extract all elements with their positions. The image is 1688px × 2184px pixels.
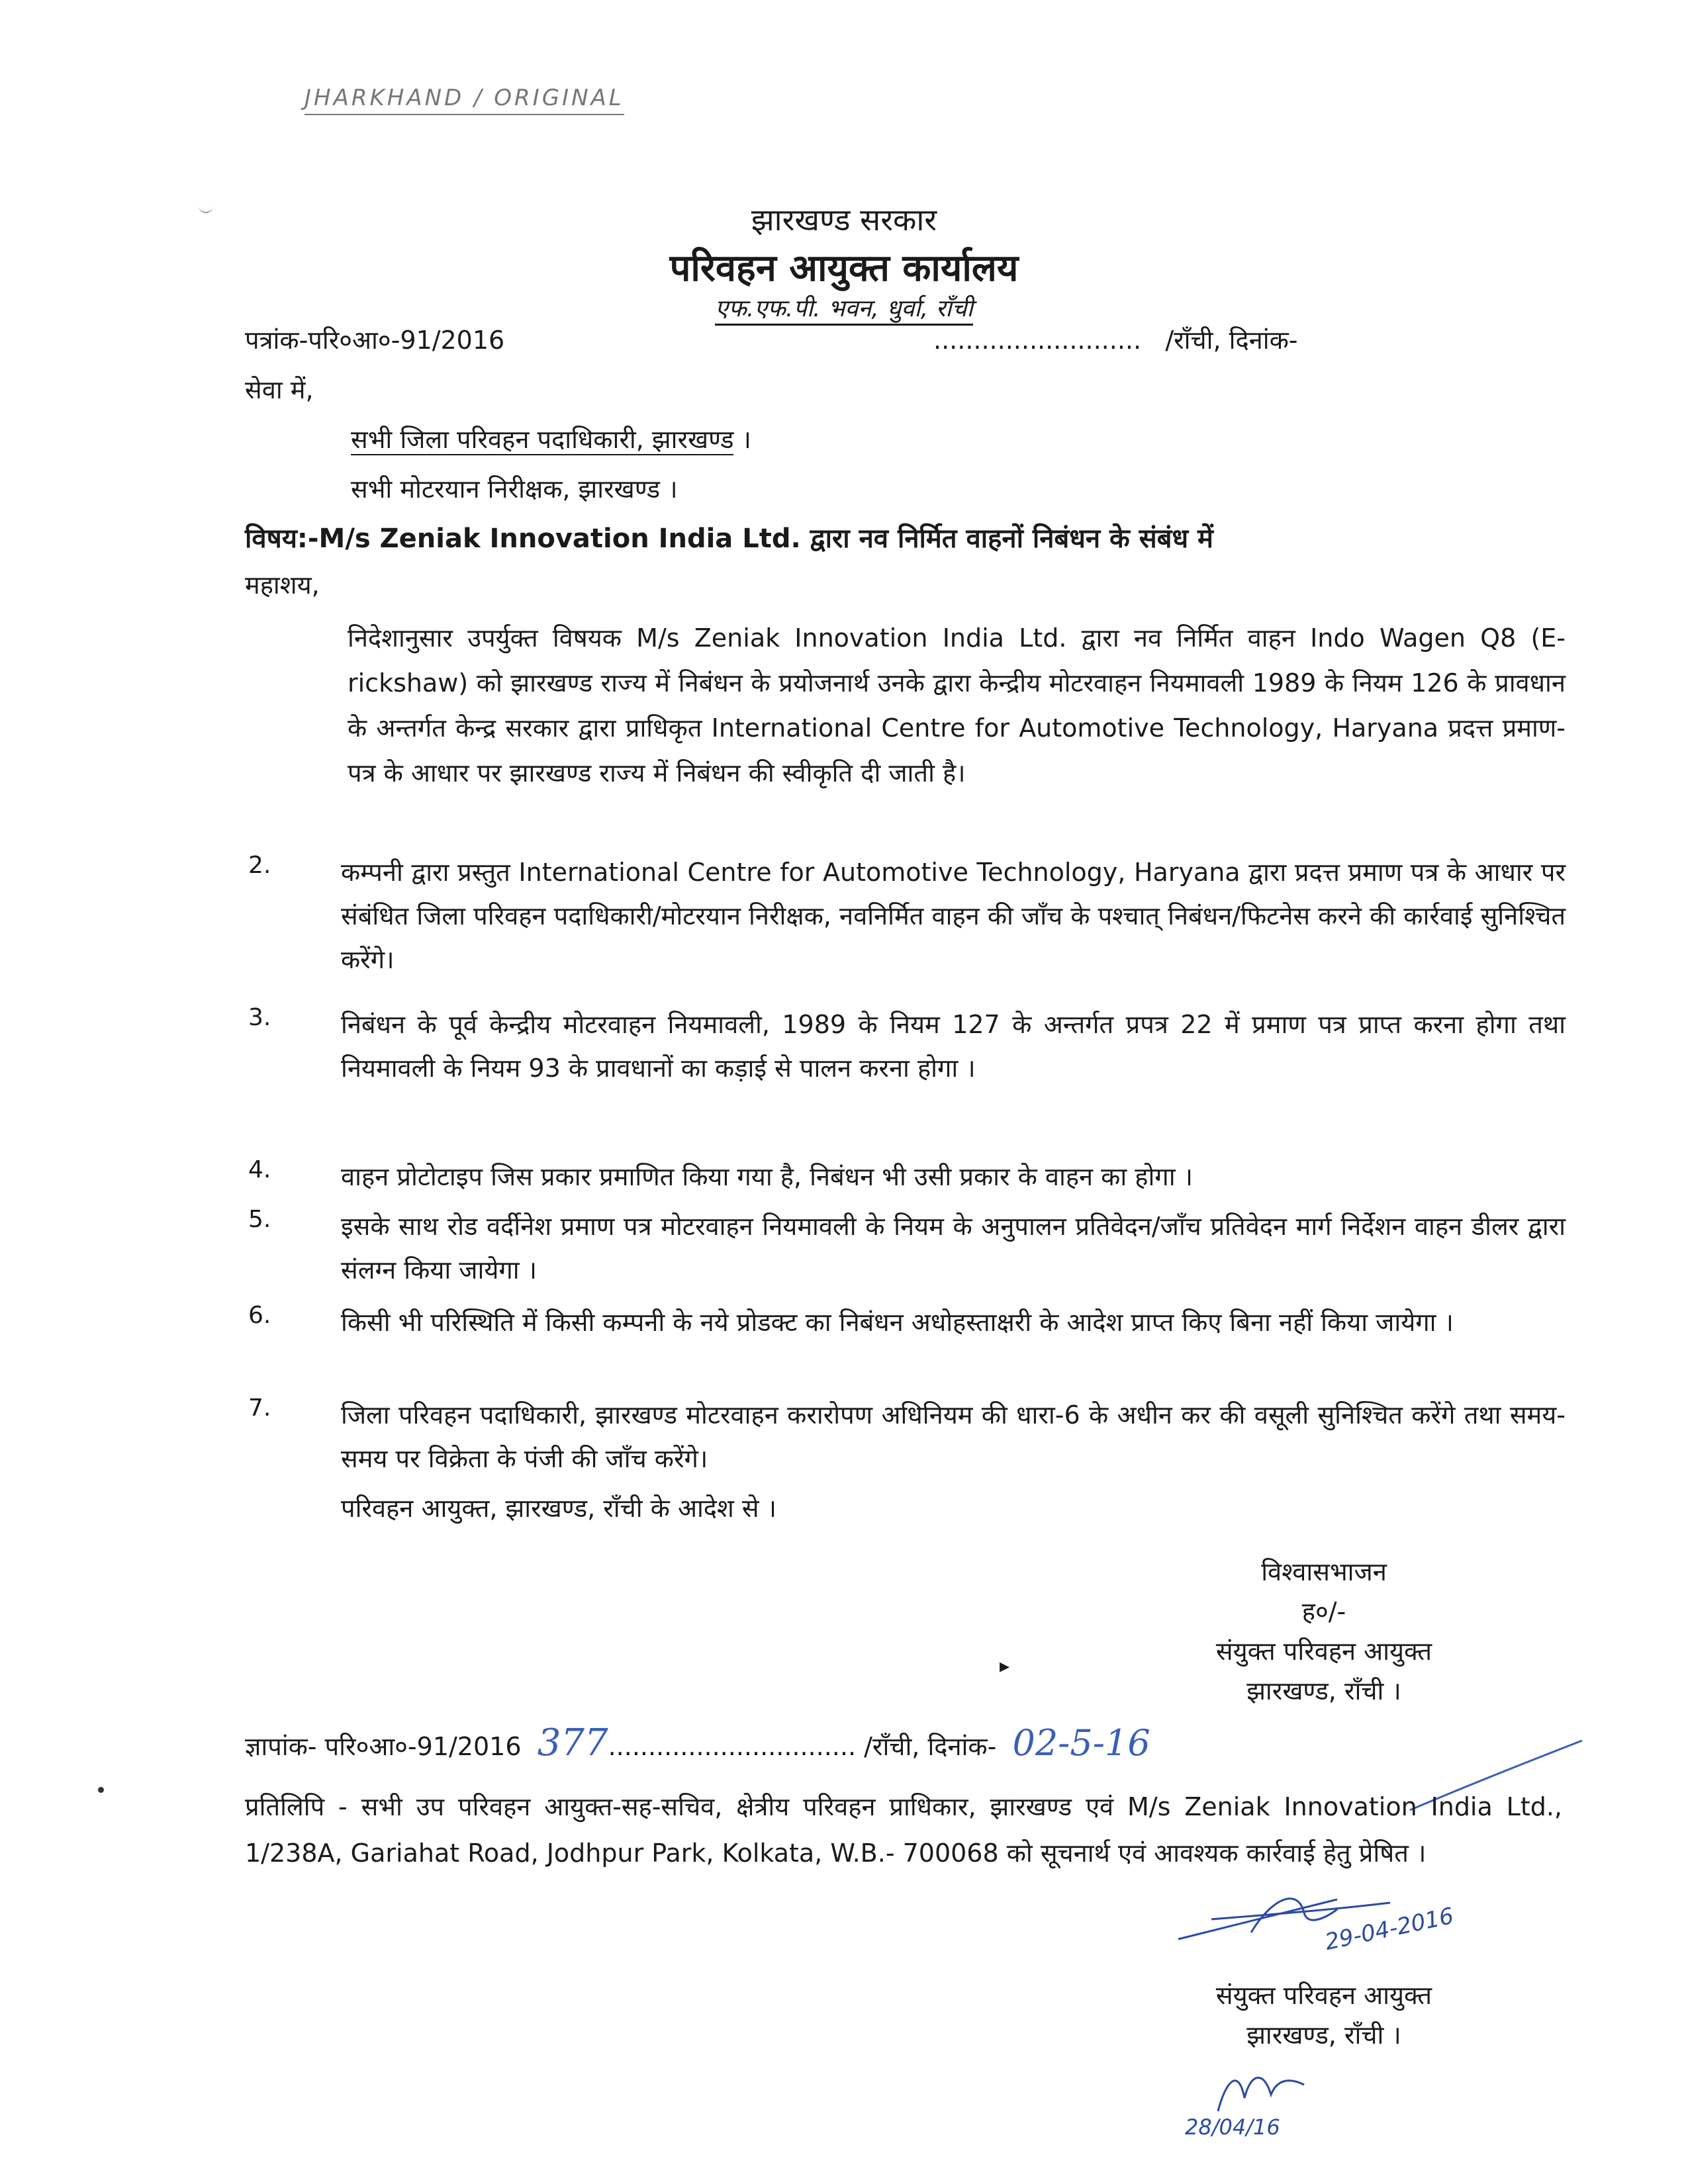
point-number: 4. [248, 1156, 271, 1183]
point-text: निबंधन के पूर्व केन्द्रीय मोटरवाहन नियमावली, 1989 के नियम 127 के अन्तर्गत प्रपत्र 22 में प्रमाण पत्र प्राप्त करना होगा तथा नियमावली के नियम 93 के प्रावधानों का कड़ाई से पालन करना होगा । [341, 1010, 1566, 1083]
point-text: इसके साथ रोड वर्दीनेश प्रमाण पत्र मोटरवाहन नियमावली के नियम के अनुपालन प्रतिवेदन/जाँच प्रतिवेदन मार्ग निर्देशन वाहन डीलर द्वारा संलग्न किया जायेगा । [341, 1212, 1566, 1285]
to-label: सेवा में, [245, 375, 314, 404]
point-text: जिला परिवहन पदाधिकारी, झारखण्ड मोटरवाहन करारोपण अधिनियम की धारा-6 के अधीन कर की वसूली सुनिश्चित करेंगे तथा समय-समय पर विक्रेता के पंजी की जाँच करेंगे। [341, 1400, 1566, 1473]
office-heading: परिवहन आयुक्त कार्यालय [669, 247, 1019, 290]
addressee-2: सभी मोटरयान निरीक्षक, झारखण्ड । [351, 475, 678, 504]
ink-mark: ▸ [1000, 1655, 1010, 1678]
signature-block-2 [1158, 1976, 1489, 2055]
handwritten-memo-number: 377 [537, 1721, 608, 1764]
addressee-1: सभी जिला परिवहन पदाधिकारी, झारखण्ड । [351, 425, 751, 454]
initials-scribble [1205, 2058, 1311, 2118]
handwritten-memo-date: 02-5-16 [1012, 1722, 1150, 1764]
pencil-note: JHARKHAND / ORIGINAL [305, 85, 624, 115]
closing-line: परिवहन आयुक्त, झारखण्ड, राँची के आदेश से । [341, 1494, 777, 1523]
point-number: 2. [248, 852, 271, 879]
reference-number: पत्रांक-परि०आ०-91/2016 [245, 326, 505, 355]
signature-block-1 [1158, 1552, 1489, 1711]
signature-designation: संयुक्त परिवहन आयुक्त [1215, 1637, 1432, 1666]
point-number: 7. [248, 1394, 271, 1422]
signature-location: झारखण्ड, राँची । [1246, 1676, 1401, 1706]
point-number: 6. [248, 1302, 271, 1329]
memo-line: ज्ञापांक- परि०आ०-91/2016 377............................... /राँची, दिनांक- 02-5-16 [245, 1721, 1150, 1764]
salutation: महाशय, [245, 570, 320, 600]
point-text: वाहन प्रोटोटाइप जिस प्रकार प्रमाणित किया गया है, निबंधन भी उसी प्रकार के वाहन का होगा । [341, 1162, 1194, 1191]
signature-date: 29-04-2016 [1323, 1902, 1456, 1956]
initials-date: 28/04/16 [1185, 2115, 1280, 2140]
paragraph-1: निदेशानुसार उपर्युक्त विषयक M/s Zeniak Innovation India Ltd. द्वारा नव निर्मित वाहन Indo Wagen Q8 (E-rickshaw) को झारखण्ड राज्य में निबंधन के प्रयोजनार्थ उनके द्वारा केन्द्रीय मोटरवाहन नियमावली 1989 के नियम 126 के प्रावधान के अन्तर्गत केन्द्र सरकार द्वारा प्राधिकृत International Centre for Automotive Technology, Haryana प्रदत्त प्रमाण-पत्र के आधार पर झारखण्ड राज्य में निबंधन की स्वीकृति दी जाती है। [348, 623, 1566, 788]
stray-dot [98, 1787, 104, 1793]
copy-paragraph: प्रतिलिपि - सभी उप परिवहन आयुक्त-सह-सचिव, क्षेत्रीय परिवहन प्राधिकार, झारखण्ड एवं M/s Zeniak Innovation India Ltd., 1/238A, Gariahat Road, Jodhpur Park, Kolkata, W.B.- 700068 को सूचनार्थ एवं आवश्यक कार्रवाई हेतु प्रेषित । [245, 1792, 1562, 1868]
reference-date: .......................... /राँची, दिनांक- [933, 326, 1298, 355]
point-number: 5. [248, 1206, 271, 1233]
signature-designation-2: संयुक्त परिवहन आयुक्त [1215, 1981, 1432, 2010]
point-text: कम्पनी द्वारा प्रस्तुत International Centre for Automotive Technology, Haryana द्वारा प्रदत्त प्रमाण पत्र के आधार पर संबंधित जिला परिवहन पदाधिकारी/मोटरयान निरीक्षक, नवनिर्मित वाहन की जाँच के पश्चात् निबंधन/फिटनेस करने की कार्रवाई सुनिश्चित करेंगे। [341, 858, 1566, 974]
point-number: 3. [248, 1004, 271, 1031]
signature-signed: ह०/- [1301, 1597, 1346, 1626]
subject-line: विषय:-M/s Zeniak Innovation India Ltd. द्वारा नव निर्मित वाहनों निबंधन के संबंध में [245, 523, 1213, 554]
govt-heading: झारखण्ड सरकार [751, 202, 937, 238]
signature-location-2: झारखण्ड, राँची । [1246, 2021, 1401, 2050]
point-text: किसी भी परिस्थिति में किसी कम्पनी के नये प्रोडक्ट का निबंधन अधोहस्ताक्षरी के आदेश प्राप्त किए बिना नहीं किया जायेगा । [341, 1308, 1454, 1337]
office-address: एफ.एफ.पी. भवन, धुर्वा, राँची [0, 291, 1688, 324]
signature-closing: विश्वासभाजन [1261, 1557, 1387, 1586]
